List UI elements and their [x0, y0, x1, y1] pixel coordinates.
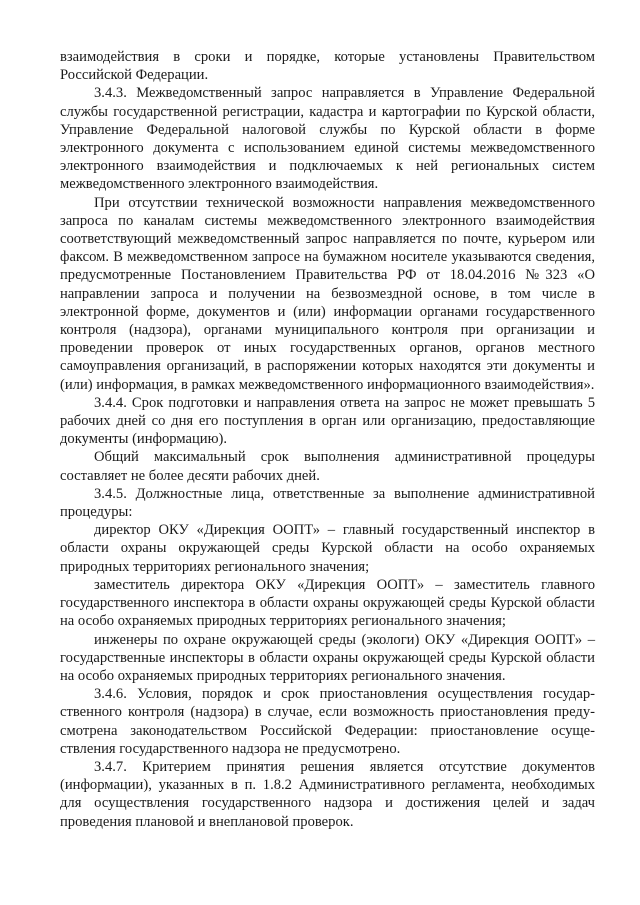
paragraph-max-term: Общий максимальный срок выполнения административной процедуры составляет не более десяти рабочих дней. — [60, 449, 595, 484]
paragraph-3-4-4: 3.4.4. Срок подготовки и направления ответа на запрос не может превышать 5 рабочих дней со дня его поступления в орган или организацию, предоставляющие документы (информацию). — [60, 394, 595, 448]
paragraph-3-4-3: 3.4.3. Межведомственный запрос направляется в Управление Федеральной службы государственной регистрации, кадастра и картографии по Курской области, Управление Федеральной налоговой службы по Курской области в форме электронного документа с использованием единой системы межведомственного электронного взаимодействия и подключаемых к ней региональных систем межведомственного электронного взаимодействия. — [60, 85, 595, 193]
paragraph-3-4-6: 3.4.6. Условия, порядок и срок приостановления осуществления государственного контроля (надзора) в случае, если возможность приостановления предусмотрена законодательством Российской Федерации: приостановление осуществления государственного надзора не предусмотрено. — [60, 686, 595, 757]
paragraph-engineers: инженеры по охране окружающей среды (экологи) ОКУ «Дирекция ООПТ» – государственные инспекторы в области охраны окружающей среды Курской области на особо охраняемых природных территориях регионального значения. — [60, 631, 595, 684]
paragraph-3-4-5: 3.4.5. Должностные лица, ответственные за выполнение административной процедуры: — [60, 485, 595, 521]
paragraph-technical-absence: При отсутствии технической возможности направления межведомственного запроса по каналам системы межведомственного электронного взаимодействия соответствующий межведомственный запрос направляется по почте, курьером или факсом. В межведомственном запросе на бумажном носителе указываются сведения, предусмотренные Постановлением Правительства РФ от 18.04.2016 №323 «О направлении запроса и получении на безвозмездной основе, в том числе в электронной форме, документов и (или) информации органами государственного контроля (надзора), органами муниципального контроля при организации и проведении проверок от иных государственных органов, органов местного самоуправления организаций, в распоряжении которых находятся эти документы и (или) информация, в рамках межведомственного информационного взаимодействия». — [60, 194, 595, 393]
paragraph-continuation: взаимодействия в сроки и порядке, которые установлены Правительством Российской Федерации. — [60, 49, 595, 84]
paragraph-deputy-director: заместитель директора ОКУ «Дирекция ООПТ» – заместитель главного государственного инспектора в области охраны окружающей среды Курской области на особо охраняемых природных территориях регионального значения; — [60, 576, 595, 630]
document-page — [60, 48, 595, 831]
paragraph-director: директор ОКУ «Дирекция ООПТ» – главный государственный инспектор в области охраны окружающей среды Курской области на особо охраняемых природных территориях регионального значения; — [60, 522, 595, 575]
paragraph-3-4-7: 3.4.7. Критерием принятия решения является отсутствие документов (информации), указанных в п. 1.8.2 Административного регламента, необходимых для осуществления государственного надзора и достижения целей и задач проведения плановой и внеплановой проверок. — [60, 758, 595, 830]
